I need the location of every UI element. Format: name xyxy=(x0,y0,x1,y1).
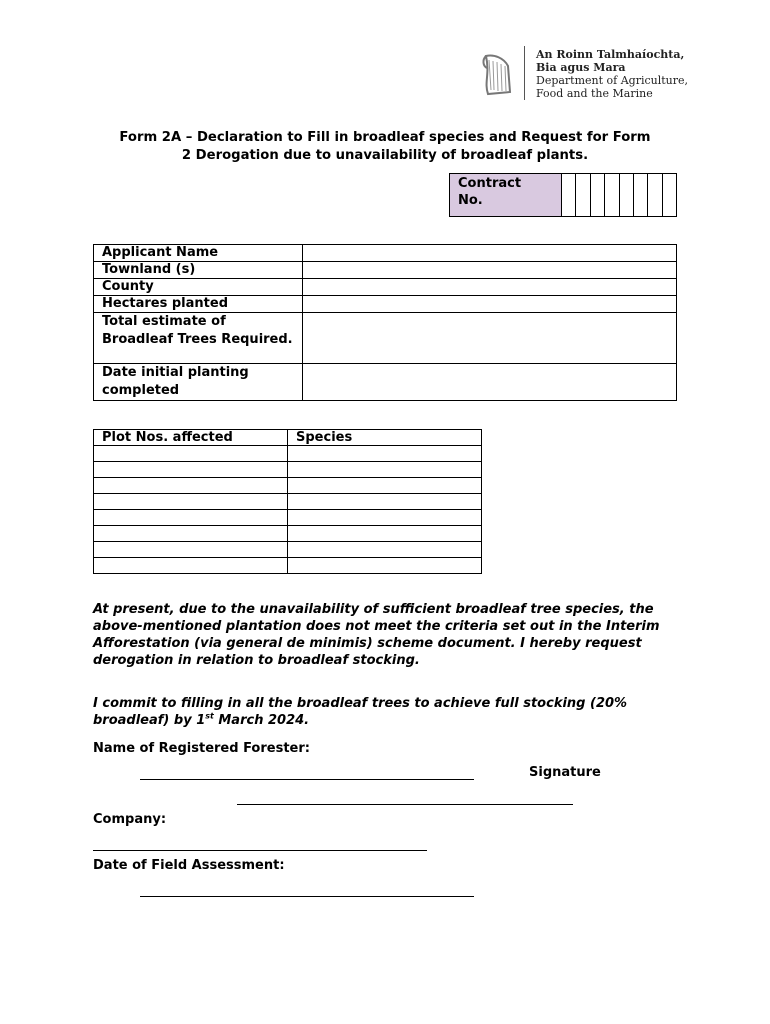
harp-icon xyxy=(480,52,514,98)
plot-cell[interactable] xyxy=(94,462,288,478)
table-row xyxy=(94,262,677,279)
table-row xyxy=(94,558,482,574)
commitment-date-text: March 2024. xyxy=(213,713,310,728)
table-row xyxy=(94,494,482,510)
table-row xyxy=(94,478,482,494)
species-header: Species xyxy=(288,430,482,446)
table-row xyxy=(94,245,677,262)
county-label: County xyxy=(94,279,303,296)
plot-cell[interactable] xyxy=(94,510,288,526)
form-title xyxy=(88,129,682,165)
contract-label-line-1: Contract xyxy=(458,176,522,191)
table-row xyxy=(94,510,482,526)
table-row xyxy=(94,542,482,558)
forester-name-line[interactable] xyxy=(140,779,474,780)
plot-cell[interactable] xyxy=(94,526,288,542)
ordinal-suffix: st xyxy=(205,711,214,721)
hectares-field[interactable] xyxy=(303,296,677,313)
planting-date-field[interactable] xyxy=(303,364,677,401)
signature-label: Signature xyxy=(529,765,601,780)
field-assessment-date-line[interactable] xyxy=(140,896,474,897)
plot-cell[interactable] xyxy=(94,558,288,574)
department-logo-text xyxy=(536,48,688,100)
applicant-name-field[interactable] xyxy=(303,245,677,262)
table-row xyxy=(94,526,482,542)
species-cell[interactable] xyxy=(288,478,482,494)
species-cell[interactable] xyxy=(288,494,482,510)
logo-line-2: Bia agus Mara xyxy=(536,61,626,74)
broadleaf-estimate-field[interactable] xyxy=(303,313,677,364)
plot-cell[interactable] xyxy=(94,542,288,558)
signature-line[interactable] xyxy=(237,804,573,805)
logo-line-1: An Roinn Talmhaíochta, xyxy=(536,48,685,61)
declaration-paragraph-2 xyxy=(93,695,683,729)
contract-digit-field[interactable] xyxy=(576,174,590,216)
applicant-name-label: Applicant Name xyxy=(94,245,303,262)
species-cell[interactable] xyxy=(288,510,482,526)
contract-label-line-2: No. xyxy=(458,193,483,208)
company-line[interactable] xyxy=(93,850,427,851)
broadleaf-estimate-label: Total estimate of Broadleaf Trees Required. xyxy=(94,313,303,364)
plot-nos-header: Plot Nos. affected xyxy=(94,430,288,446)
contract-digit-field[interactable] xyxy=(591,174,605,216)
hectares-label: Hectares planted xyxy=(94,296,303,313)
logo-line-4: Food and the Marine xyxy=(536,87,653,100)
plots-table xyxy=(93,429,482,574)
contract-number-box xyxy=(449,173,677,217)
table-header-row xyxy=(94,430,482,446)
species-cell[interactable] xyxy=(288,558,482,574)
applicant-table xyxy=(93,244,677,401)
table-row xyxy=(94,296,677,313)
plot-cell[interactable] xyxy=(94,478,288,494)
forester-name-label: Name of Registered Forester: xyxy=(93,741,310,756)
table-row xyxy=(94,462,482,478)
form-title-line-2: 2 Derogation due to unavailability of broadleaf plants. xyxy=(181,148,589,163)
contract-digit-field[interactable] xyxy=(562,174,576,216)
contract-digit-field[interactable] xyxy=(620,174,634,216)
plot-cell[interactable] xyxy=(94,446,288,462)
table-row xyxy=(94,313,677,364)
county-field[interactable] xyxy=(303,279,677,296)
logo-divider xyxy=(524,46,525,100)
company-label: Company: xyxy=(93,812,167,827)
logo-line-3: Department of Agriculture, xyxy=(536,74,689,87)
contract-digit-field[interactable] xyxy=(648,174,662,216)
contract-label xyxy=(450,174,562,216)
contract-digit-field[interactable] xyxy=(605,174,619,216)
species-cell[interactable] xyxy=(288,446,482,462)
plot-cell[interactable] xyxy=(94,494,288,510)
declaration-paragraph-1: At present, due to the unavailability of sufficient broadleaf tree species, the above-mentioned plantation does not meet the criteria set out in the Interim Afforestation (via general de minimis) scheme document. I hereby request derogation in relation to broadleaf stocking. xyxy=(93,602,660,668)
species-cell[interactable] xyxy=(288,542,482,558)
table-row xyxy=(94,446,482,462)
species-cell[interactable] xyxy=(288,526,482,542)
species-cell[interactable] xyxy=(288,462,482,478)
contract-digit-field[interactable] xyxy=(634,174,648,216)
commitment-text: I commit to filling in all the broadleaf trees to achieve full stocking (20% broadleaf) by 1 xyxy=(93,696,628,728)
table-row xyxy=(94,364,677,401)
form-title-line-1: Form 2A – Declaration to Fill in broadleaf species and Request for Form xyxy=(119,130,651,145)
townland-field[interactable] xyxy=(303,262,677,279)
townland-label: Townland (s) xyxy=(94,262,303,279)
table-row xyxy=(94,279,677,296)
contract-digit-field[interactable] xyxy=(663,174,676,216)
planting-date-label: Date initial planting completed xyxy=(94,364,303,401)
field-assessment-date-label: Date of Field Assessment: xyxy=(93,858,285,873)
